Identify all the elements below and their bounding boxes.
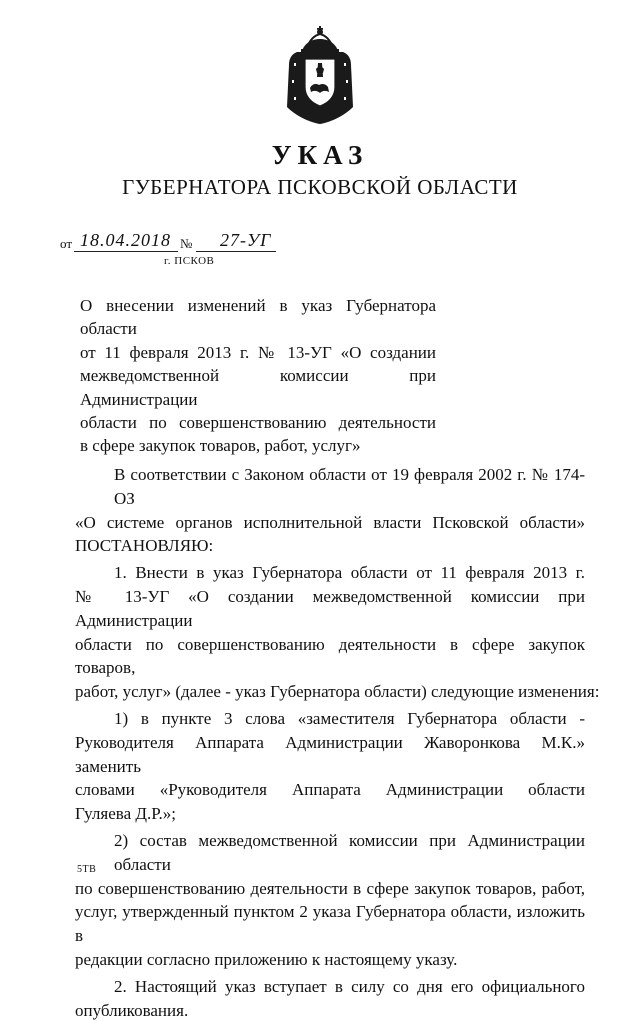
body-line: редакции согласно приложению к настоящему указу. bbox=[75, 949, 458, 969]
decree-date-number bbox=[60, 232, 360, 256]
body-line: работ, услуг» (далее - указ Губернатора области) следующие изменения: bbox=[75, 682, 600, 702]
decree-subject bbox=[80, 294, 436, 458]
body-line: «О системе органов исполнительной власти Псковской области» bbox=[75, 512, 585, 532]
subject-line: в сфере закупок товаров, работ, услуг» bbox=[80, 436, 361, 456]
number-underline bbox=[196, 251, 276, 252]
body-line: 1) в пункте 3 слова «заместителя Губернатора области - bbox=[114, 708, 585, 728]
number-prefix: № bbox=[180, 236, 193, 251]
body-line: Гуляева Д.Р.»; bbox=[75, 804, 177, 824]
subject-line: межведомственной комиссии при Администрации bbox=[80, 366, 436, 409]
subject-line: от 11 февраля 2013 г. № 13-УГ «О создании bbox=[80, 342, 436, 362]
document-code: 5ТВ bbox=[77, 864, 97, 875]
handwritten-number: 27-УГ bbox=[220, 230, 272, 250]
body-line: услуг, утвержденный пунктом 2 указа Губернатора области, изложить в bbox=[75, 902, 585, 946]
body-line: В соответствии с Законом области от 19 февраля 2002 г. № 174-ОЗ bbox=[114, 465, 585, 508]
document-title: УКАЗ bbox=[271, 140, 369, 170]
body-line: ПОСТАНОВЛЯЮ: bbox=[75, 536, 214, 556]
coat-of-arms-emblem bbox=[283, 25, 357, 125]
body-line: области по совершенствованию деятельности в сфере закупок товаров, bbox=[75, 634, 585, 678]
subject-line: О внесении изменений в указ Губернатора области bbox=[80, 296, 436, 339]
body-line: опубликования. bbox=[75, 1000, 189, 1020]
handwritten-date: 18.04.2018 bbox=[80, 230, 171, 250]
body-line: по совершенствованию деятельности в сфере закупок товаров, работ, bbox=[75, 878, 585, 898]
decree-body bbox=[75, 463, 600, 1022]
body-line: 1. Внести в указ Губернатора области от 11 февраля 2013 г. bbox=[114, 563, 585, 583]
document-subtitle: ГУБЕРНАТОРА ПСКОВСКОЙ ОБЛАСТИ bbox=[122, 175, 518, 199]
body-line: словами «Руководителя Аппарата Администрации области bbox=[75, 780, 585, 800]
city-label: г. ПСКОВ bbox=[164, 255, 215, 267]
body-line: № 13-УГ «О создании межведомственной комиссии при Администрации bbox=[75, 586, 585, 630]
date-underline bbox=[74, 251, 178, 252]
body-line: Руководителя Аппарата Администрации Жаворонкова М.К.» заменить bbox=[75, 732, 585, 776]
body-line: 2. Настоящий указ вступает в силу со дня его официального bbox=[114, 976, 585, 996]
date-prefix: от bbox=[60, 236, 73, 251]
subject-line: области по совершенствованию деятельности bbox=[80, 413, 436, 433]
body-line: 2) состав межведомственной комиссии при Администрации области bbox=[114, 830, 585, 874]
